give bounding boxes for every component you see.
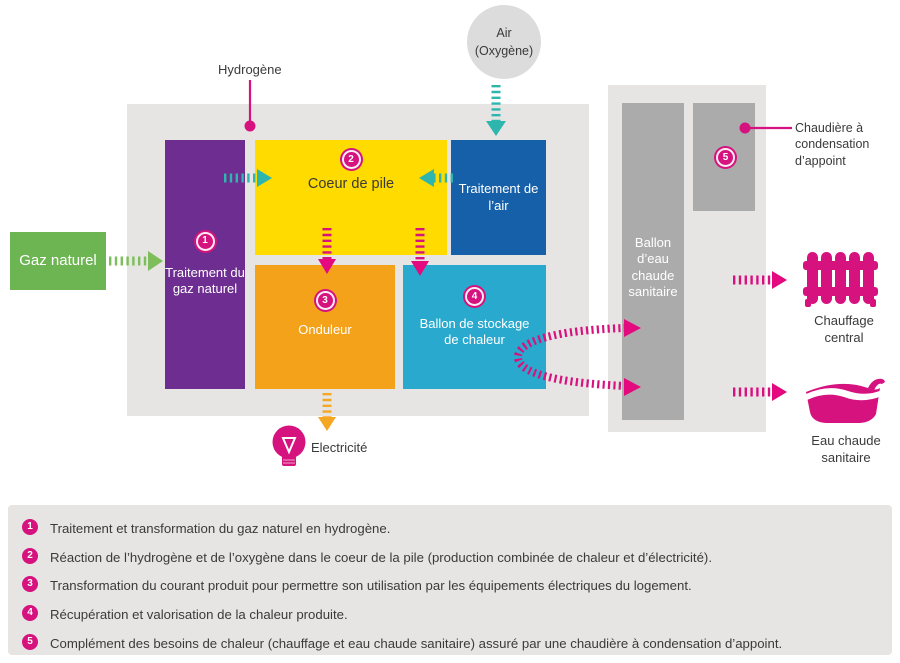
legend-text-1: Traitement et transformation du gaz naturel en hydrogène.	[50, 521, 391, 536]
chauffage-central-label: Chauffage central	[814, 313, 874, 345]
box-ballon-stockage-label: Ballon de stockage de chaleur	[419, 316, 530, 348]
legend-badge-2: 2	[22, 548, 38, 564]
legend-text-3: Transformation du courant produit pour permettre son utilisation par les équipements électriques du logement.	[50, 578, 692, 594]
legend-panel	[8, 505, 892, 655]
badge-2: 2	[342, 150, 361, 169]
badge-4: 4	[465, 287, 484, 306]
air-oxygen-node	[467, 5, 541, 79]
box-coeur-de-pile	[255, 140, 447, 255]
air-label: Air	[496, 26, 512, 40]
electricite-bulb-icon	[273, 426, 306, 467]
badge-3: 3	[316, 291, 335, 310]
legend-item-1	[22, 519, 892, 537]
legend-item-2	[22, 548, 892, 566]
electricite-label: Electricité	[311, 440, 368, 455]
box-ballon-eau-chaude-label: Ballon d’eau chaude sanitaire	[628, 235, 678, 299]
badge-1: 1	[196, 232, 215, 251]
legend-text-4: Récupération et valorisation de la chaleur produite.	[50, 606, 348, 622]
box-traitement-air-label: Traitement de l’air	[458, 181, 539, 213]
hydrogene-label: Hydrogène	[218, 62, 282, 77]
legend-badge-4: 4	[22, 605, 38, 621]
chaudiere-appoint-label: Chaudière à condensation d’appoint	[795, 121, 870, 168]
legend-badge-1: 1	[22, 519, 38, 535]
legend-text-2: Réaction de l’hydrogène et de l’oxygène dans le coeur de la pile (production combinée de chaleur et d’électricité).	[50, 549, 712, 565]
legend-badge-5: 5	[22, 634, 38, 650]
box-ballon-stockage	[403, 265, 546, 389]
box-traitement-air	[451, 140, 546, 255]
radiator-icon	[803, 252, 878, 307]
eau-chaude-sanitaire-label: Eau chaude sanitaire	[811, 433, 881, 465]
box-traitement-gaz-label: Traitement du gaz naturel	[165, 264, 245, 296]
box-onduleur	[255, 265, 395, 389]
air-sublabel: (Oxygène)	[474, 44, 534, 58]
box-coeur-de-pile-label: Coeur de pile	[307, 176, 395, 192]
legend-item-4	[22, 605, 892, 623]
bathtub-icon	[806, 379, 885, 423]
badge-5: 5	[716, 148, 735, 167]
box-gaz-naturel-label: Gaz naturel	[19, 251, 97, 269]
box-gaz-naturel	[10, 232, 106, 290]
legend-badge-3: 3	[22, 576, 38, 592]
box-ballon-eau-chaude	[622, 103, 684, 420]
box-onduleur-label: Onduleur	[298, 322, 352, 337]
legend-text-5: Complément des besoins de chaleur (chauffage et eau chaude sanitaire) assuré par une chaudière à condensation d’appoint.	[50, 635, 783, 651]
legend-item-3	[22, 576, 892, 594]
legend-item-5	[22, 634, 892, 652]
box-traitement-gaz	[165, 140, 245, 389]
